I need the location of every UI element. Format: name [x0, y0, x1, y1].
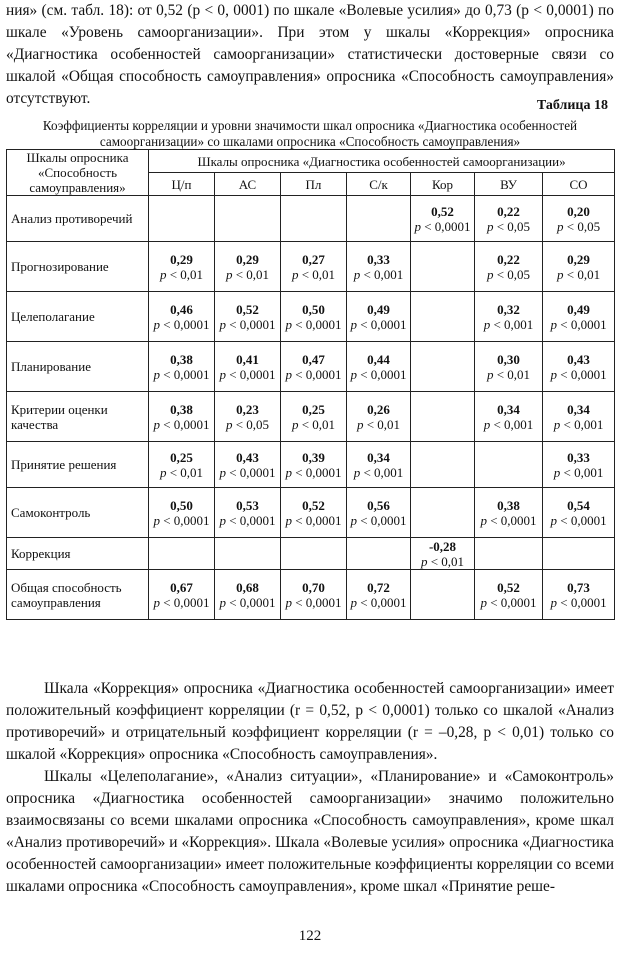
- significance-level: [151, 513, 212, 528]
- significance-level: [413, 219, 472, 234]
- p-value: < 0,05: [496, 218, 531, 234]
- p-symbol: p: [291, 416, 299, 432]
- p-value: < 0,0001: [163, 416, 210, 432]
- table-cell: [543, 570, 615, 620]
- p-symbol: p: [356, 416, 364, 432]
- correlation-coefficient: 0,20: [567, 203, 590, 219]
- significance-level: [477, 367, 540, 382]
- table-cell: [281, 292, 347, 342]
- p-value: < 0,001: [363, 266, 404, 282]
- correlation-coefficient: 0,38: [170, 401, 193, 417]
- correlation-coefficient: 0,72: [367, 579, 390, 595]
- p-value: < 0,0001: [560, 594, 607, 610]
- significance-level: [349, 367, 408, 382]
- table-cell: [215, 342, 281, 392]
- significance-level: [283, 513, 344, 528]
- correlation-coefficient: 0,25: [170, 449, 193, 465]
- p-value: < 0,01: [301, 266, 336, 282]
- significance-level: [477, 417, 540, 432]
- column-header: Кор: [411, 173, 475, 196]
- p-value: < 0,01: [566, 266, 601, 282]
- column-header: С/к: [347, 173, 411, 196]
- p-value: < 0,001: [563, 416, 604, 432]
- table-cell: [215, 292, 281, 342]
- table-row: [7, 292, 615, 342]
- correlation-coefficient: 0,33: [367, 251, 390, 267]
- table-cell: [543, 242, 615, 292]
- p-value: < 0,0001: [560, 366, 607, 382]
- significance-level: [477, 267, 540, 282]
- significance-level: [545, 219, 612, 234]
- p-symbol: p: [285, 366, 292, 382]
- p-symbol: p: [285, 512, 292, 528]
- p-symbol: p: [219, 594, 226, 610]
- significance-level: [283, 595, 344, 610]
- significance-level: [217, 267, 278, 282]
- correlation-coefficient: 0,30: [497, 351, 520, 367]
- table-cell: [215, 538, 281, 570]
- paragraphs-bottom: [6, 678, 614, 898]
- table-cell: [347, 392, 411, 442]
- p-symbol: p: [219, 316, 226, 332]
- table-row: [7, 442, 615, 488]
- significance-level: [349, 417, 408, 432]
- paragraph-1: Шкала «Коррекция» опросника «Диагностика особенностей самоорганизации» имеет положительный коэффициент корреляции (r = 0,52, p < 0,0001) только со шкалой «Анализ противоречий» и отрицательный коэффициент корреляции (r = –0,28, p < 0,01) только со шкалой «Коррекция» опросника «Способность самоуправления».: [6, 680, 614, 763]
- paragraph-2: Шкалы «Целеполагание», «Анализ ситуации», «Планирование» и «Самоконтроль» опросника «Диагностика особенностей самоорганизации» значимо положительно взаимосвязаны со всеми шкалами опросника «Способность самоуправления», кроме шкал «Анализ противоречий» и «Коррекция». Шкала «Волевые усилия» опросника «Диагностика особенностей самоорганизации» имеет положительные коэффициенты корреляции со всеми шкалами опросника «Способность самоуправления», кроме шкал «Принятие реше-: [6, 768, 614, 895]
- p-symbol: p: [550, 366, 557, 382]
- table-header-row-group: [7, 150, 615, 173]
- correlation-coefficient: 0,54: [567, 497, 590, 513]
- correlation-coefficient: 0,49: [367, 301, 390, 317]
- table-row: [7, 538, 615, 570]
- table-cell: [475, 488, 543, 538]
- correlation-coefficient: 0,46: [170, 301, 193, 317]
- table-cell: [347, 488, 411, 538]
- significance-level: [283, 317, 344, 332]
- table-cell: [149, 538, 215, 570]
- p-symbol: p: [486, 366, 494, 382]
- p-symbol: p: [225, 266, 233, 282]
- table-row: [7, 570, 615, 620]
- p-value: < 0,0001: [229, 512, 276, 528]
- significance-level: [217, 595, 278, 610]
- p-value: < 0,001: [493, 416, 534, 432]
- correlation-coefficient: 0,50: [170, 497, 193, 513]
- correlation-coefficient: 0,52: [497, 579, 520, 595]
- p-value: < 0,0001: [295, 594, 342, 610]
- table-cell: [215, 570, 281, 620]
- p-value: < 0,0001: [229, 316, 276, 332]
- significance-level: [151, 417, 212, 432]
- table-row: [7, 196, 615, 242]
- p-value: < 0,01: [169, 464, 204, 480]
- table-cell: [475, 570, 543, 620]
- correlation-coefficient: 0,29: [236, 251, 259, 267]
- significance-level: [545, 367, 612, 382]
- table-cell: [347, 342, 411, 392]
- table-cell: [475, 538, 543, 570]
- correlation-coefficient: 0,52: [302, 497, 325, 513]
- p-symbol: p: [486, 266, 494, 282]
- significance-level: [477, 317, 540, 332]
- correlation-coefficient: 0,29: [170, 251, 193, 267]
- p-symbol: p: [556, 218, 564, 234]
- table-cell: [281, 488, 347, 538]
- p-value: < 0,0001: [229, 366, 276, 382]
- correlation-coefficient: 0,73: [567, 579, 590, 595]
- table-row: [7, 392, 615, 442]
- p-value: < 0,01: [496, 366, 531, 382]
- p-value: < 0,0001: [295, 366, 342, 382]
- column-header: АС: [215, 173, 281, 196]
- p-value: < 0,0001: [360, 594, 407, 610]
- p-value: < 0,05: [566, 218, 601, 234]
- significance-level: [349, 267, 408, 282]
- correlation-coefficient: 0,49: [567, 301, 590, 317]
- correlation-coefficient: 0,67: [170, 579, 193, 595]
- header-group: Шкалы опросника «Диагностика особенностей самоорганизации»: [149, 150, 615, 173]
- p-symbol: p: [153, 512, 160, 528]
- p-value: < 0,0001: [490, 594, 537, 610]
- p-symbol: p: [483, 416, 491, 432]
- p-symbol: p: [285, 464, 292, 480]
- significance-level: [217, 367, 278, 382]
- table-cell: [281, 242, 347, 292]
- correlation-coefficient: 0,53: [236, 497, 259, 513]
- table-cell: [543, 292, 615, 342]
- significance-level: [151, 317, 212, 332]
- p-value: < 0,01: [235, 266, 270, 282]
- correlation-coefficient: 0,44: [367, 351, 390, 367]
- row-label: Принятие решения: [7, 442, 149, 488]
- correlation-coefficient: 0,70: [302, 579, 325, 595]
- significance-level: [477, 219, 540, 234]
- p-value: < 0,0001: [295, 316, 342, 332]
- significance-level: [283, 417, 344, 432]
- significance-level: [545, 465, 612, 480]
- p-symbol: p: [553, 464, 561, 480]
- p-value: < 0,001: [363, 464, 404, 480]
- p-symbol: p: [556, 266, 564, 282]
- table-cell: [347, 292, 411, 342]
- table-cell: [149, 342, 215, 392]
- table-cell: [411, 392, 475, 442]
- p-symbol: p: [550, 512, 557, 528]
- table-cell: [347, 196, 411, 242]
- significance-level: [349, 595, 408, 610]
- p-value: < 0,0001: [360, 366, 407, 382]
- paragraph-top: ния» (см. табл. 18): от 0,52 (p < 0, 0001) по шкале «Волевые усилия» до 0,73 (p < 0,0001) по шкале «Уровень самоорганизации». При этом у шкалы «Коррекция» опросника «Диагностика особенностей самоорганизации» статистически достоверные связи со шкалой «Общая способность самоуправления» опросника «Способность самоуправления» отсутствуют.: [6, 2, 614, 107]
- table-cell: [475, 242, 543, 292]
- significance-level: [545, 417, 612, 432]
- table-cell: [281, 538, 347, 570]
- p-value: < 0,01: [430, 553, 465, 569]
- significance-level: [283, 465, 344, 480]
- table-cell: [543, 392, 615, 442]
- table-cell: [543, 442, 615, 488]
- p-value: < 0,0001: [229, 594, 276, 610]
- table-cell: [475, 196, 543, 242]
- correlation-coefficient: 0,47: [302, 351, 325, 367]
- table-cell: [347, 242, 411, 292]
- table-cell: [411, 570, 475, 620]
- p-value: < 0,05: [496, 266, 531, 282]
- table-row: [7, 342, 615, 392]
- correlation-coefficient: 0,52: [236, 301, 259, 317]
- p-symbol: p: [219, 512, 226, 528]
- table-cell: [411, 242, 475, 292]
- p-symbol: p: [159, 266, 167, 282]
- p-value: < 0,0001: [229, 464, 276, 480]
- significance-level: [217, 465, 278, 480]
- table-cell: [411, 488, 475, 538]
- table-cell: [149, 196, 215, 242]
- correlation-coefficient: 0,68: [236, 579, 259, 595]
- correlation-coefficient: 0,32: [497, 301, 520, 317]
- p-symbol: p: [153, 594, 160, 610]
- p-symbol: p: [291, 266, 299, 282]
- row-label: Целеполагание: [7, 292, 149, 342]
- table-cell: [215, 196, 281, 242]
- table-cell: [543, 488, 615, 538]
- significance-level: [217, 417, 278, 432]
- p-value: < 0,0001: [424, 218, 471, 234]
- table-cell: [543, 342, 615, 392]
- significance-level: [477, 595, 540, 610]
- p-value: < 0,001: [563, 464, 604, 480]
- p-symbol: p: [414, 218, 421, 234]
- p-symbol: p: [550, 594, 557, 610]
- correlation-coefficient: 0,34: [497, 401, 520, 417]
- row-label: Общая способность самоуправления: [7, 570, 149, 620]
- significance-level: [217, 513, 278, 528]
- p-value: < 0,0001: [163, 512, 210, 528]
- table-cell: [215, 242, 281, 292]
- p-symbol: p: [219, 464, 226, 480]
- significance-level: [545, 595, 612, 610]
- p-symbol: p: [480, 594, 487, 610]
- significance-level: [545, 513, 612, 528]
- significance-level: [151, 595, 212, 610]
- p-symbol: p: [350, 512, 357, 528]
- p-symbol: p: [153, 416, 160, 432]
- table-cell: [475, 442, 543, 488]
- p-symbol: p: [159, 464, 167, 480]
- table-cell: [149, 442, 215, 488]
- p-value: < 0,0001: [163, 594, 210, 610]
- table-cell: [281, 342, 347, 392]
- table-cell: [347, 442, 411, 488]
- significance-level: [151, 267, 212, 282]
- significance-level: [545, 317, 612, 332]
- p-symbol: p: [486, 218, 494, 234]
- significance-level: [349, 465, 408, 480]
- p-symbol: p: [153, 366, 160, 382]
- table-cell: [543, 538, 615, 570]
- column-header: Пл: [281, 173, 347, 196]
- table-body: [7, 196, 615, 620]
- correlation-coefficient: 0,26: [367, 401, 390, 417]
- table-cell: [411, 442, 475, 488]
- table-cell: [149, 570, 215, 620]
- p-symbol: p: [420, 553, 428, 569]
- significance-level: [413, 554, 472, 569]
- table-cell: [281, 442, 347, 488]
- row-label: Планирование: [7, 342, 149, 392]
- correlation-coefficient: 0,38: [170, 351, 193, 367]
- p-symbol: p: [483, 316, 491, 332]
- significance-level: [151, 465, 212, 480]
- p-value: < 0,0001: [163, 366, 210, 382]
- correlation-coefficient: 0,22: [497, 251, 520, 267]
- table-cell: [411, 196, 475, 242]
- correlation-coefficient: 0,39: [302, 449, 325, 465]
- p-value: < 0,0001: [163, 316, 210, 332]
- correlation-coefficient: 0,52: [431, 203, 454, 219]
- p-value: < 0,01: [366, 416, 401, 432]
- correlation-coefficient: 0,56: [367, 497, 390, 513]
- table-caption: Коэффициенты корреляции и уровни значимости шкал опросника «Диагностика особенностей самоорганизации» со шкалами опросника «Способность самоуправления»: [42, 118, 578, 149]
- table-cell: [149, 392, 215, 442]
- table-cell: [215, 392, 281, 442]
- correlation-coefficient: 0,25: [302, 401, 325, 417]
- column-header: СО: [543, 173, 615, 196]
- correlation-coefficient: 0,41: [236, 351, 259, 367]
- table-cell: [347, 538, 411, 570]
- table-row: [7, 242, 615, 292]
- p-symbol: p: [480, 512, 487, 528]
- p-value: < 0,0001: [360, 316, 407, 332]
- correlation-coefficient: 0,34: [567, 401, 590, 417]
- table-cell: [411, 292, 475, 342]
- row-label: Анализ противоречий: [7, 196, 149, 242]
- p-symbol: p: [350, 366, 357, 382]
- column-header: ВУ: [475, 173, 543, 196]
- correlation-coefficient: -0,28: [428, 538, 457, 554]
- p-symbol: p: [219, 366, 226, 382]
- page-number: 122: [298, 928, 322, 944]
- table-cell: [543, 196, 615, 242]
- significance-level: [349, 317, 408, 332]
- row-label: Самоконтроль: [7, 488, 149, 538]
- table-cell: [475, 292, 543, 342]
- correlation-coefficient: 0,33: [567, 449, 590, 465]
- table-cell: [347, 570, 411, 620]
- correlation-table: [6, 149, 615, 620]
- p-value: < 0,001: [493, 316, 534, 332]
- p-value: < 0,0001: [490, 512, 537, 528]
- p-value: < 0,0001: [295, 512, 342, 528]
- p-value: < 0,05: [235, 416, 270, 432]
- p-value: < 0,01: [169, 266, 204, 282]
- row-label: Коррекция: [7, 538, 149, 570]
- correlation-coefficient: 0,43: [567, 351, 590, 367]
- significance-level: [283, 367, 344, 382]
- correlation-coefficient: 0,43: [236, 449, 259, 465]
- p-value: < 0,0001: [560, 512, 607, 528]
- p-value: < 0,0001: [560, 316, 607, 332]
- p-symbol: p: [350, 594, 357, 610]
- p-symbol: p: [225, 416, 233, 432]
- correlation-coefficient: 0,29: [567, 251, 590, 267]
- p-value: < 0,0001: [360, 512, 407, 528]
- significance-level: [217, 317, 278, 332]
- significance-level: [545, 267, 612, 282]
- significance-level: [151, 367, 212, 382]
- correlation-coefficient: 0,22: [497, 203, 520, 219]
- p-symbol: p: [285, 316, 292, 332]
- correlation-coefficient: 0,38: [497, 497, 520, 513]
- p-value: < 0,01: [301, 416, 336, 432]
- p-value: < 0,0001: [295, 464, 342, 480]
- table-cell: [149, 488, 215, 538]
- p-symbol: p: [353, 266, 361, 282]
- p-symbol: p: [285, 594, 292, 610]
- table-cell: [281, 570, 347, 620]
- table-cell: [475, 342, 543, 392]
- table-cell: [411, 342, 475, 392]
- p-symbol: p: [350, 316, 357, 332]
- significance-level: [477, 513, 540, 528]
- p-symbol: p: [550, 316, 557, 332]
- correlation-coefficient: 0,50: [302, 301, 325, 317]
- p-symbol: p: [553, 416, 561, 432]
- table-cell: [215, 488, 281, 538]
- header-left: Шкалы опросника «Способность самоуправления»: [7, 150, 149, 196]
- row-label: Прогнозирование: [7, 242, 149, 292]
- correlation-coefficient: 0,27: [302, 251, 325, 267]
- significance-level: [349, 513, 408, 528]
- table-row: [7, 488, 615, 538]
- table-number: Таблица 18: [536, 98, 608, 113]
- row-label: Критерии оценки качества: [7, 392, 149, 442]
- correlation-coefficient: 0,23: [236, 401, 259, 417]
- correlation-coefficient: 0,34: [367, 449, 390, 465]
- table-cell: [149, 292, 215, 342]
- table-cell: [281, 392, 347, 442]
- column-header: Ц/п: [149, 173, 215, 196]
- table-cell: [475, 392, 543, 442]
- table-cell: [215, 442, 281, 488]
- table-cell: [149, 242, 215, 292]
- table-cell: [411, 538, 475, 570]
- p-symbol: p: [353, 464, 361, 480]
- table-cell: [281, 196, 347, 242]
- p-symbol: p: [153, 316, 160, 332]
- significance-level: [283, 267, 344, 282]
